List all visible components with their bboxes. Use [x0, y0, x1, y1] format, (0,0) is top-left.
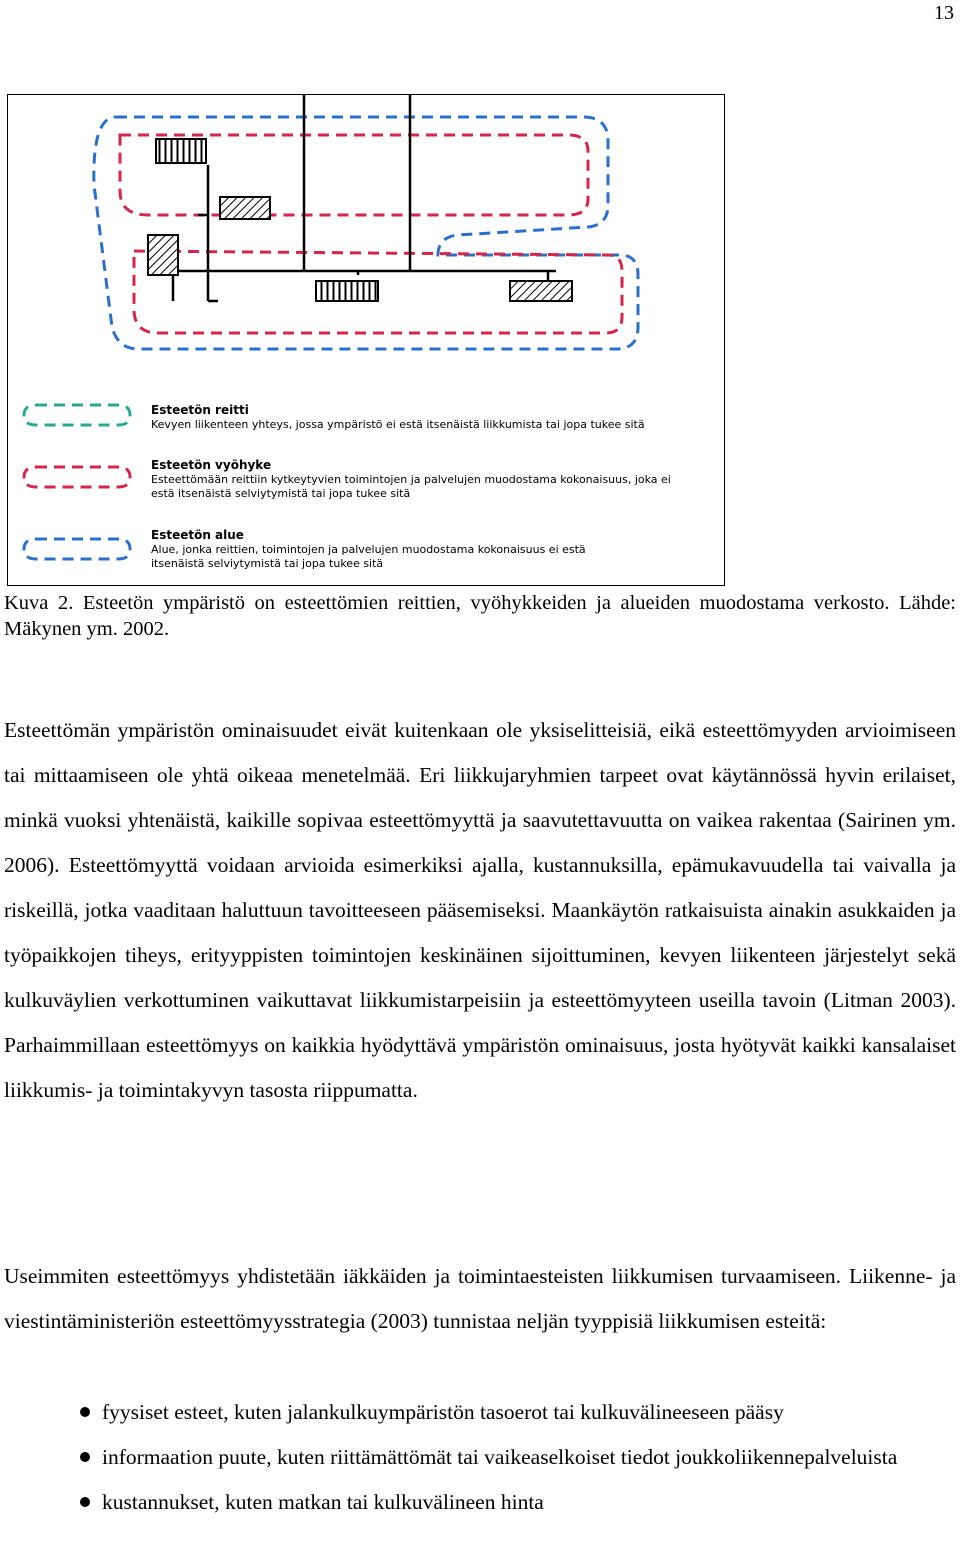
legend-item-route: [151, 403, 671, 432]
list-item: [80, 1390, 956, 1435]
list-item: [80, 1480, 956, 1525]
body-paragraph: Esteettömän ympäristön ominaisuudet eivät kuitenkaan ole yksiselitteisiä, eikä esteettömyyden arvioimiseen tai mittaamiseen ole yhtä oikeaa menetelmää. Eri liikkujaryhmien tarpeet ovat käytännössä hyvin erilaiset, minkä vuoksi yhtenäistä, kaikille sopivaa esteettömyyttä ja saavutettavuutta on vaikea rakentaa (Sairinen ym. 2006). Esteettömyyttä voidaan arvioida esimerkiksi ajalla, kustannuksilla, epämukavuudella tai vaivalla ja riskeillä, jotka vaaditaan haluttuun tavoitteeseen pääsemiseksi. Maankäytön ratkaisuista ainakin asukkaiden ja työpaikkojen tiheys, erityyppisten toimintojen keskinäinen sijoittuminen, kevyen liikenteen järjestelyt sekä kulkuväylien verkottuminen vaikuttavat liikkumistarpeisiin ja esteettömyyteen useilla tavoin (Litman 2003). Parhaimmillaan esteettömyys on kaikkia hyödyttävä ympäristön ominaisuus, josta hyötyvät kaikki kansalaiset liikkumis- ja toimintakyvyn tasosta riippumatta.: [4, 718, 956, 1102]
network-diagram: [8, 95, 726, 587]
legend-swatch-area: [24, 539, 130, 559]
bullet-icon: [80, 1452, 90, 1462]
body-paragraph: Useimmiten esteettömyys yhdistetään iäkkäiden ja toimintaesteisten liikkumisen turvaamiseen. Liikenne- ja viestintäministeriön esteettömyysstrategia (2003) tunnistaa neljän tyyppisiä liikkumisen esteitä:: [4, 1264, 956, 1333]
legend-item-zone: [151, 458, 671, 501]
list-item: [80, 1435, 956, 1480]
building-top-left: [156, 139, 206, 163]
page-number: 13: [934, 2, 954, 24]
figure-caption: Kuva 2. Esteetön ympäristö on esteettömien reittien, vyöhykkeiden ja alueiden muodostama verkosto. Lähde: Mäkynen ym. 2002.: [4, 592, 956, 640]
legend-swatch-zone: [24, 467, 130, 487]
legend-swatch-route: [24, 405, 130, 425]
building-left: [148, 235, 178, 275]
legend-title: Esteetön reitti: [151, 403, 249, 417]
obstacle-list: [80, 1390, 956, 1525]
bullet-icon: [80, 1497, 90, 1507]
bullet-icon: [80, 1407, 90, 1417]
legend-description: Esteettömään reittiin kytkeytyvien toimintojen ja palvelujen muodostama kokonaisuus, joka ei estä itsenäistä selviytymistä tai jopa tukee sitä: [151, 473, 671, 500]
list-item-text: informaation puute, kuten riittämättömät tai vaikeaselkoiset tiedot joukkoliikennepalveluista: [102, 1445, 898, 1469]
legend-description: Kevyen liikenteen yhteys, jossa ympäristö ei estä itsenäistä liikkumista tai jopa tukee sitä: [151, 418, 645, 431]
list-item-text: fyysiset esteet, kuten jalankulkuympäristön tasoerot tai kulkuvälineeseen pääsy: [102, 1400, 784, 1424]
legend-title: Esteetön vyöhyke: [151, 458, 272, 472]
legend-description: Alue, jonka reittien, toimintojen ja palvelujen muodostama kokonaisuus ei estä itsenäistä selviytymistä tai jopa tukee sitä: [151, 543, 586, 570]
building-bottom-right: [510, 281, 572, 301]
legend-title: Esteetön alue: [151, 528, 244, 542]
figure-accessible-network: [7, 94, 725, 586]
list-item-text: kustannukset, kuten matkan tai kulkuvälineen hinta: [102, 1490, 544, 1514]
building-bottom-center: [316, 281, 378, 301]
legend-item-area: [151, 528, 601, 571]
building-middle-left: [220, 197, 270, 219]
